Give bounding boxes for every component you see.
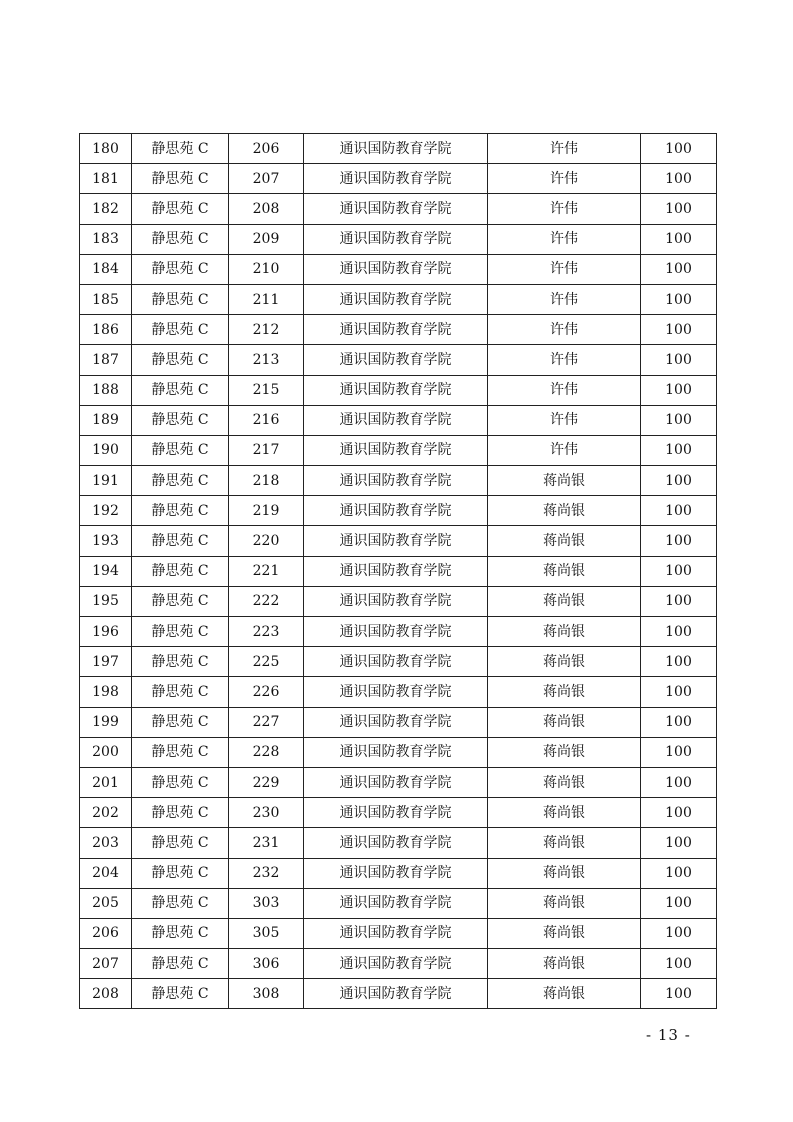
college-cell: 通识国防教育学院	[304, 224, 488, 254]
table-row	[80, 677, 717, 707]
serial-number-cell: 192	[80, 496, 132, 526]
college-cell: 通识国防教育学院	[304, 254, 488, 284]
college-cell: 通识国防教育学院	[304, 405, 488, 435]
table-row	[80, 375, 717, 405]
room-number-cell: 308	[229, 979, 304, 1009]
table-row	[80, 979, 717, 1009]
room-number-cell: 232	[229, 858, 304, 888]
room-number-cell: 229	[229, 767, 304, 797]
serial-number-cell: 208	[80, 979, 132, 1009]
serial-number-cell: 205	[80, 888, 132, 918]
building-cell: 静思苑 C	[132, 164, 229, 194]
serial-number-cell: 199	[80, 707, 132, 737]
counselor-cell: 蒋尚银	[488, 586, 641, 616]
building-cell: 静思苑 C	[132, 254, 229, 284]
counselor-cell: 蒋尚银	[488, 767, 641, 797]
table-row	[80, 284, 717, 314]
building-cell: 静思苑 C	[132, 949, 229, 979]
room-number-cell: 220	[229, 526, 304, 556]
counselor-cell: 蒋尚银	[488, 737, 641, 767]
room-number-cell: 225	[229, 647, 304, 677]
serial-number-cell: 187	[80, 345, 132, 375]
college-cell: 通识国防教育学院	[304, 949, 488, 979]
counselor-cell: 蒋尚银	[488, 647, 641, 677]
serial-number-cell: 180	[80, 134, 132, 164]
room-number-cell: 208	[229, 194, 304, 224]
serial-number-cell: 193	[80, 526, 132, 556]
score-cell: 100	[641, 798, 717, 828]
college-cell: 通识国防教育学院	[304, 707, 488, 737]
building-cell: 静思苑 C	[132, 828, 229, 858]
room-number-cell: 231	[229, 828, 304, 858]
building-cell: 静思苑 C	[132, 737, 229, 767]
score-cell: 100	[641, 284, 717, 314]
score-cell: 100	[641, 828, 717, 858]
building-cell: 静思苑 C	[132, 677, 229, 707]
building-cell: 静思苑 C	[132, 647, 229, 677]
table-row	[80, 435, 717, 465]
page-number: - 13 -	[646, 1026, 691, 1044]
building-cell: 静思苑 C	[132, 586, 229, 616]
college-cell: 通识国防教育学院	[304, 496, 488, 526]
serial-number-cell: 197	[80, 647, 132, 677]
table-row	[80, 466, 717, 496]
room-number-cell: 227	[229, 707, 304, 737]
table-row	[80, 918, 717, 948]
score-cell: 100	[641, 737, 717, 767]
table-row	[80, 405, 717, 435]
building-cell: 静思苑 C	[132, 405, 229, 435]
counselor-cell: 许伟	[488, 315, 641, 345]
score-cell: 100	[641, 617, 717, 647]
college-cell: 通识国防教育学院	[304, 677, 488, 707]
counselor-cell: 蒋尚银	[488, 949, 641, 979]
college-cell: 通识国防教育学院	[304, 798, 488, 828]
building-cell: 静思苑 C	[132, 767, 229, 797]
college-cell: 通识国防教育学院	[304, 647, 488, 677]
table-row	[80, 858, 717, 888]
serial-number-cell: 201	[80, 767, 132, 797]
score-cell: 100	[641, 586, 717, 616]
score-cell: 100	[641, 949, 717, 979]
score-cell: 100	[641, 707, 717, 737]
building-cell: 静思苑 C	[132, 979, 229, 1009]
college-cell: 通识国防教育学院	[304, 888, 488, 918]
serial-number-cell: 195	[80, 586, 132, 616]
score-cell: 100	[641, 647, 717, 677]
counselor-cell: 蒋尚银	[488, 466, 641, 496]
score-cell: 100	[641, 526, 717, 556]
score-cell: 100	[641, 405, 717, 435]
room-number-cell: 218	[229, 466, 304, 496]
serial-number-cell: 183	[80, 224, 132, 254]
counselor-cell: 许伟	[488, 435, 641, 465]
building-cell: 静思苑 C	[132, 194, 229, 224]
room-number-cell: 306	[229, 949, 304, 979]
college-cell: 通识国防教育学院	[304, 435, 488, 465]
table-row	[80, 345, 717, 375]
table-row	[80, 496, 717, 526]
counselor-cell: 蒋尚银	[488, 677, 641, 707]
counselor-cell: 蒋尚银	[488, 707, 641, 737]
score-cell: 100	[641, 134, 717, 164]
counselor-cell: 蒋尚银	[488, 979, 641, 1009]
counselor-cell: 蒋尚银	[488, 617, 641, 647]
building-cell: 静思苑 C	[132, 466, 229, 496]
building-cell: 静思苑 C	[132, 526, 229, 556]
college-cell: 通识国防教育学院	[304, 284, 488, 314]
building-cell: 静思苑 C	[132, 707, 229, 737]
college-cell: 通识国防教育学院	[304, 737, 488, 767]
room-number-cell: 207	[229, 164, 304, 194]
counselor-cell: 许伟	[488, 194, 641, 224]
college-cell: 通识国防教育学院	[304, 918, 488, 948]
score-cell: 100	[641, 435, 717, 465]
college-cell: 通识国防教育学院	[304, 858, 488, 888]
dorm-roster-table	[79, 133, 717, 1009]
table-row	[80, 767, 717, 797]
serial-number-cell: 189	[80, 405, 132, 435]
building-cell: 静思苑 C	[132, 858, 229, 888]
score-cell: 100	[641, 466, 717, 496]
counselor-cell: 许伟	[488, 405, 641, 435]
counselor-cell: 蒋尚银	[488, 828, 641, 858]
score-cell: 100	[641, 345, 717, 375]
college-cell: 通识国防教育学院	[304, 164, 488, 194]
score-cell: 100	[641, 254, 717, 284]
table-row	[80, 707, 717, 737]
score-cell: 100	[641, 979, 717, 1009]
score-cell: 100	[641, 918, 717, 948]
building-cell: 静思苑 C	[132, 556, 229, 586]
counselor-cell: 蒋尚银	[488, 526, 641, 556]
room-number-cell: 212	[229, 315, 304, 345]
room-number-cell: 222	[229, 586, 304, 616]
score-cell: 100	[641, 375, 717, 405]
room-number-cell: 228	[229, 737, 304, 767]
counselor-cell: 许伟	[488, 224, 641, 254]
score-cell: 100	[641, 556, 717, 586]
room-number-cell: 217	[229, 435, 304, 465]
building-cell: 静思苑 C	[132, 435, 229, 465]
room-number-cell: 213	[229, 345, 304, 375]
table-row	[80, 224, 717, 254]
counselor-cell: 许伟	[488, 284, 641, 314]
serial-number-cell: 204	[80, 858, 132, 888]
serial-number-cell: 198	[80, 677, 132, 707]
building-cell: 静思苑 C	[132, 496, 229, 526]
room-number-cell: 209	[229, 224, 304, 254]
serial-number-cell: 184	[80, 254, 132, 284]
table-row	[80, 254, 717, 284]
room-number-cell: 210	[229, 254, 304, 284]
room-number-cell: 226	[229, 677, 304, 707]
building-cell: 静思苑 C	[132, 134, 229, 164]
table-row	[80, 737, 717, 767]
serial-number-cell: 188	[80, 375, 132, 405]
counselor-cell: 蒋尚银	[488, 798, 641, 828]
table-row	[80, 888, 717, 918]
serial-number-cell: 194	[80, 556, 132, 586]
room-number-cell: 221	[229, 556, 304, 586]
room-number-cell: 303	[229, 888, 304, 918]
room-number-cell: 230	[229, 798, 304, 828]
room-number-cell: 223	[229, 617, 304, 647]
table-row	[80, 194, 717, 224]
room-number-cell: 211	[229, 284, 304, 314]
serial-number-cell: 207	[80, 949, 132, 979]
counselor-cell: 蒋尚银	[488, 888, 641, 918]
college-cell: 通识国防教育学院	[304, 767, 488, 797]
table-row	[80, 134, 717, 164]
college-cell: 通识国防教育学院	[304, 617, 488, 647]
serial-number-cell: 182	[80, 194, 132, 224]
college-cell: 通识国防教育学院	[304, 345, 488, 375]
serial-number-cell: 185	[80, 284, 132, 314]
table-row	[80, 617, 717, 647]
counselor-cell: 许伟	[488, 375, 641, 405]
college-cell: 通识国防教育学院	[304, 586, 488, 616]
table-row	[80, 828, 717, 858]
room-number-cell: 305	[229, 918, 304, 948]
building-cell: 静思苑 C	[132, 798, 229, 828]
score-cell: 100	[641, 677, 717, 707]
building-cell: 静思苑 C	[132, 888, 229, 918]
counselor-cell: 蒋尚银	[488, 918, 641, 948]
table-row	[80, 164, 717, 194]
building-cell: 静思苑 C	[132, 918, 229, 948]
score-cell: 100	[641, 194, 717, 224]
college-cell: 通识国防教育学院	[304, 526, 488, 556]
table-row	[80, 798, 717, 828]
serial-number-cell: 206	[80, 918, 132, 948]
counselor-cell: 蒋尚银	[488, 556, 641, 586]
college-cell: 通识国防教育学院	[304, 375, 488, 405]
building-cell: 静思苑 C	[132, 284, 229, 314]
counselor-cell: 蒋尚银	[488, 858, 641, 888]
building-cell: 静思苑 C	[132, 315, 229, 345]
score-cell: 100	[641, 315, 717, 345]
serial-number-cell: 196	[80, 617, 132, 647]
serial-number-cell: 186	[80, 315, 132, 345]
table-row	[80, 586, 717, 616]
serial-number-cell: 191	[80, 466, 132, 496]
room-number-cell: 216	[229, 405, 304, 435]
score-cell: 100	[641, 767, 717, 797]
score-cell: 100	[641, 164, 717, 194]
college-cell: 通识国防教育学院	[304, 315, 488, 345]
table-row	[80, 315, 717, 345]
score-cell: 100	[641, 224, 717, 254]
table-row	[80, 556, 717, 586]
counselor-cell: 许伟	[488, 254, 641, 284]
score-cell: 100	[641, 858, 717, 888]
table-row	[80, 526, 717, 556]
table-row	[80, 949, 717, 979]
score-cell: 100	[641, 496, 717, 526]
building-cell: 静思苑 C	[132, 345, 229, 375]
serial-number-cell: 181	[80, 164, 132, 194]
building-cell: 静思苑 C	[132, 617, 229, 647]
table-row	[80, 647, 717, 677]
serial-number-cell: 190	[80, 435, 132, 465]
room-number-cell: 215	[229, 375, 304, 405]
building-cell: 静思苑 C	[132, 224, 229, 254]
serial-number-cell: 202	[80, 798, 132, 828]
college-cell: 通识国防教育学院	[304, 828, 488, 858]
counselor-cell: 许伟	[488, 345, 641, 375]
college-cell: 通识国防教育学院	[304, 134, 488, 164]
dorm-roster-body	[80, 134, 717, 1009]
room-number-cell: 206	[229, 134, 304, 164]
college-cell: 通识国防教育学院	[304, 194, 488, 224]
serial-number-cell: 200	[80, 737, 132, 767]
college-cell: 通识国防教育学院	[304, 556, 488, 586]
counselor-cell: 蒋尚银	[488, 496, 641, 526]
building-cell: 静思苑 C	[132, 375, 229, 405]
serial-number-cell: 203	[80, 828, 132, 858]
college-cell: 通识国防教育学院	[304, 466, 488, 496]
score-cell: 100	[641, 888, 717, 918]
counselor-cell: 许伟	[488, 164, 641, 194]
counselor-cell: 许伟	[488, 134, 641, 164]
college-cell: 通识国防教育学院	[304, 979, 488, 1009]
room-number-cell: 219	[229, 496, 304, 526]
